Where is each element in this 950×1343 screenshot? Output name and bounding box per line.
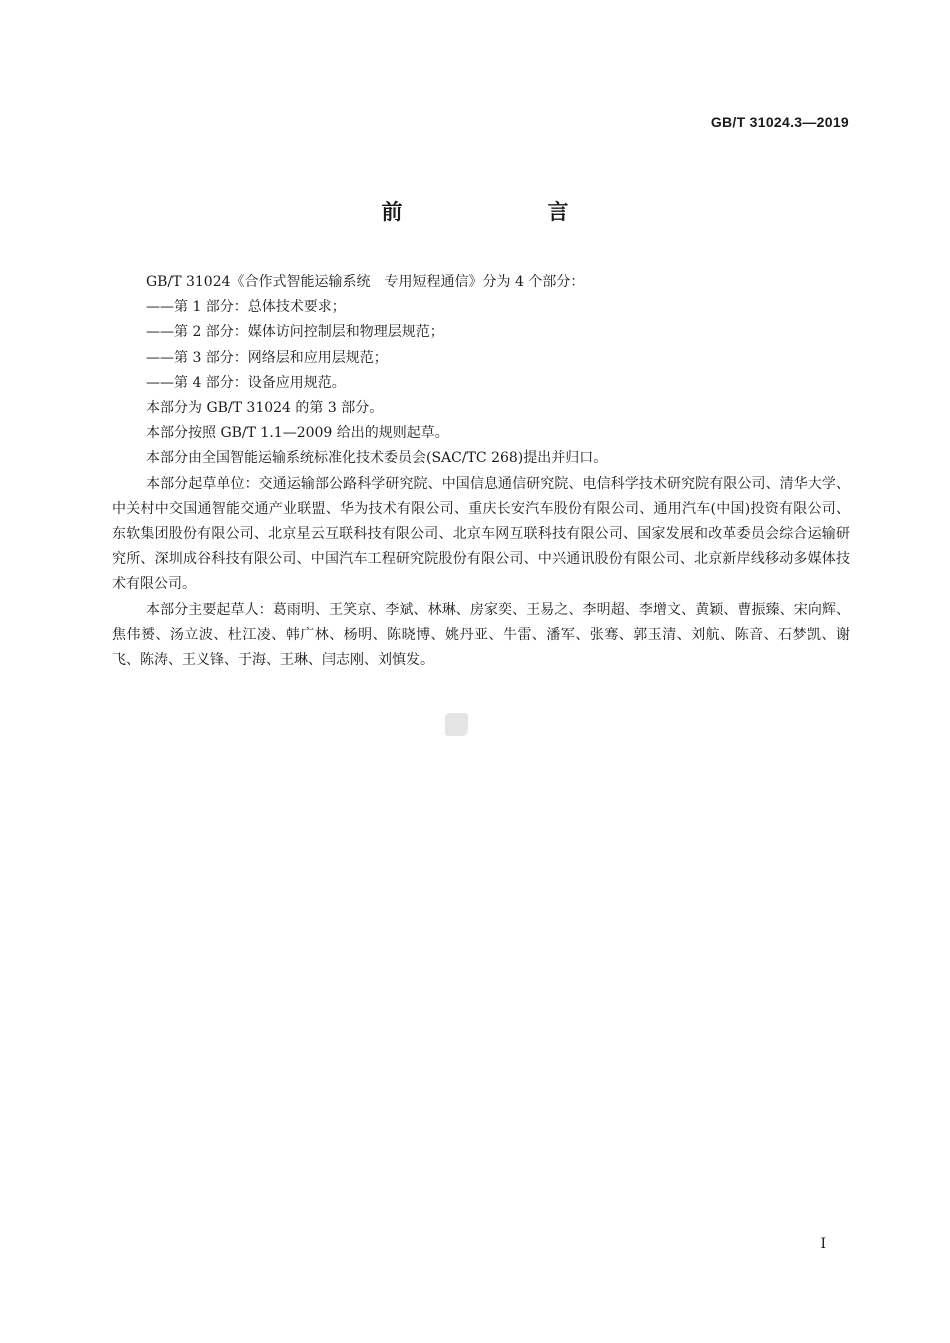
part-2-item: ——第 2 部分：媒体访问控制层和物理层规范； bbox=[146, 324, 444, 341]
page-number: I bbox=[820, 1236, 826, 1252]
drafting-units-paragraph: 本部分起草单位：交通运输部公路科学研究院、中国信息通信研究院、电信科学技术研究院有限公司、清华大学、中关村中交国通智能交通产业联盟、华为技术有限公司、重庆长安汽车股份有限公司、通用汽车(中国)投资有限公司、东软集团股份有限公司、北京星云互联科技有限公司、北京车网互联科技有限公司、国家发展和改革委员会综合运输研究所、深圳成谷科技有限公司、中国汽车工程研究院股份有限公司、中兴通讯股份有限公司、北京新岸线移动多媒体技术有限公司。 bbox=[112, 475, 850, 593]
foreword-body bbox=[112, 270, 850, 673]
watermark-mark bbox=[445, 713, 468, 736]
proposed-by-paragraph: 本部分由全国智能运输系统标准化技术委员会(SAC/TC 268)提出并归口。 bbox=[146, 450, 608, 467]
drafting-rules-paragraph: 本部分按照 GB/T 1.1—2009 给出的规则起草。 bbox=[146, 425, 449, 442]
part-3-item: ——第 3 部分：网络层和应用层规范； bbox=[146, 349, 388, 366]
part-4-item: ——第 4 部分：设备应用规范。 bbox=[146, 374, 346, 391]
drafters-paragraph: 本部分主要起草人：葛雨明、王笑京、李斌、林琳、房家奕、王易之、李明超、李增文、黄颖、曹振臻、宋向辉、焦伟赟、汤立波、杜江凌、韩广林、杨明、陈晓博、姚丹亚、牛雷、潘军、张骞、郭玉清、刘航、陈音、石梦凯、谢飞、陈涛、王义锋、于海、王琳、闫志刚、刘慎发。 bbox=[112, 601, 850, 669]
this-part-paragraph: 本部分为 GB/T 31024 的第 3 部分。 bbox=[146, 400, 384, 417]
part-1-item: ——第 1 部分：总体技术要求； bbox=[146, 299, 346, 316]
standard-code: GB/T 31024.3—2019 bbox=[710, 114, 849, 130]
page-title: 前 言 bbox=[381, 200, 631, 224]
intro-paragraph: GB/T 31024《合作式智能运输系统 专用短程通信》分为 4 个部分： bbox=[146, 274, 585, 290]
